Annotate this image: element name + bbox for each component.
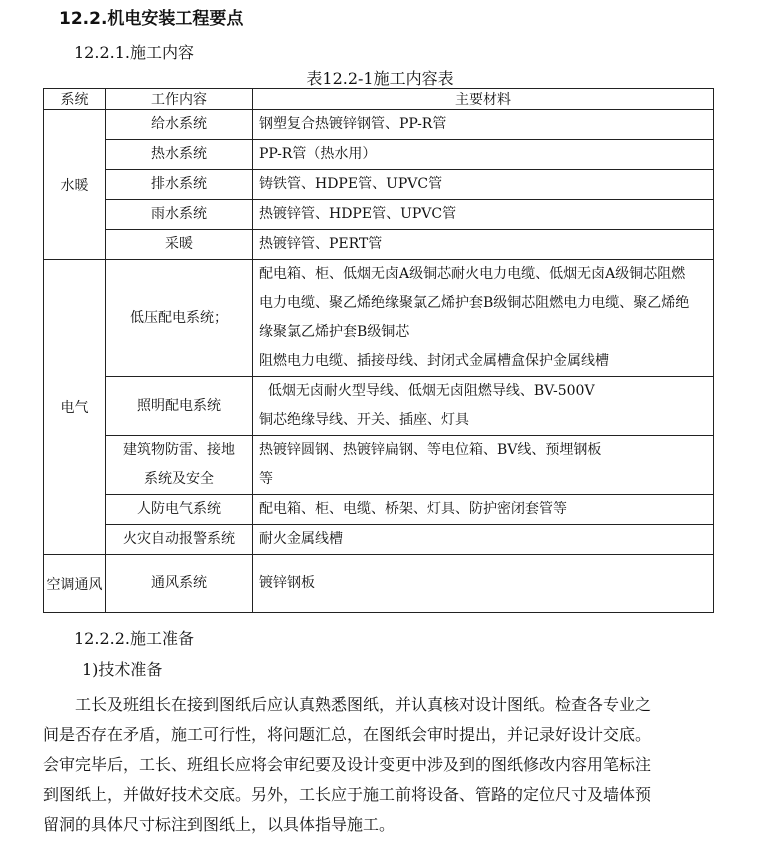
materials-text: 低烟无卤耐火型导线、低烟无卤阻燃导线、BV-500V [259,383,595,399]
materials-cell [253,200,714,230]
table-row [44,140,714,170]
work-content-cell [106,260,253,377]
table-row [44,436,714,495]
materials-text: 缘聚氯乙烯护套B级铜芯 [259,324,410,340]
table-row [44,377,714,436]
materials-text: 热镀锌管、HDPE管、UPVC管 [259,206,457,222]
work-content-text: 低压配电系统； [130,309,228,326]
materials-text: 阻燃电力电缆、插接母线、封闭式金属槽盒保护金属线槽 [259,353,609,369]
table-row [44,555,714,613]
table-row [44,525,714,555]
materials-text: 热镀锌管、PERT管 [259,236,383,252]
construction-content-table [43,88,714,613]
header-materials: 主要材料 [253,89,714,110]
work-content-cell [106,140,253,170]
work-content-cell [106,436,253,495]
materials-text: 镀锌钢板 [259,575,315,591]
body-paragraph [43,690,713,840]
section-heading: 12.2.机电安装工程要点 [59,9,244,29]
work-content-text: 热水系统 [151,146,207,162]
header-work: 工作内容 [106,89,253,110]
paragraph-line: 到图纸上，并做好技术交底。另外，工长应于施工前将设备、管路的定位尺寸及墙体预 [43,785,652,804]
work-content-cell [106,200,253,230]
work-content-text: 给水系统 [151,116,207,132]
subsection-heading-2: 12.2.2.施工准备 [74,629,194,648]
sub-item-heading: 1)技术准备 [82,660,163,679]
work-content-text: 雨水系统 [151,206,207,222]
materials-cell [253,230,714,260]
table-row [44,260,714,377]
work-content-cell [106,170,253,200]
work-content-text: 建筑物防雷、接地 [123,442,235,458]
table-row [44,200,714,230]
paragraph-line: 会审完毕后，工长、班组长应将会审纪要及设计变更中涉及到的图纸修改内容用笔标注 [43,755,652,774]
work-content-text: 火灾自动报警系统 [123,531,235,547]
paragraph-line: 工长及班组长在接到图纸后应认真熟悉图纸，并认真核对设计图纸。检查各专业之 [43,695,652,714]
materials-text: 铸铁管、HDPE管、UPVC管 [259,176,443,192]
materials-text: 电力电缆、聚乙烯绝缘聚氯乙烯护套B级铜芯阻燃电力电缆、聚乙烯绝 [259,295,690,311]
paragraph-line: 留洞的具体尺寸标注到图纸上，以具体指导施工。 [43,815,396,834]
materials-text: 热镀锌圆钢、热镀锌扁钢、等电位箱、BV线、预埋钢板 [259,442,602,458]
table-row [44,170,714,200]
table-row [44,230,714,260]
work-content-cell [106,495,253,525]
system-cell: 空调通风 [44,555,106,613]
work-content-text: 排水系统 [151,176,207,192]
materials-cell [253,260,714,377]
materials-cell [253,170,714,200]
work-content-text: 采暖 [165,236,193,252]
materials-cell [253,377,714,436]
materials-text: 配电箱、柜、低烟无卤A级铜芯耐火电力电缆、低烟无卤A级铜芯阻燃 [259,266,686,282]
work-content-text: 通风系统 [151,575,207,591]
materials-cell [253,110,714,140]
subsection-heading: 12.2.1.施工内容 [74,43,194,62]
materials-text: 配电箱、柜、电缆、桥架、灯具、防护密闭套管等 [259,501,567,517]
work-content-cell [106,110,253,140]
work-content-cell [106,377,253,436]
table-caption: 表12.2-1施工内容表 [306,69,454,88]
system-cell: 水暖 [44,110,106,260]
work-content-cell [106,555,253,613]
materials-text: PP-R管（热水用） [259,146,377,162]
materials-text: 钢塑复合热镀锌钢管、PP-R管 [259,116,447,132]
materials-text: 铜芯绝缘导线、开关、插座、灯具 [259,412,469,428]
table-row [44,495,714,525]
materials-cell [253,555,714,613]
header-system: 系统 [44,89,106,110]
work-content-text: 系统及安全 [144,471,214,487]
work-content-cell [106,230,253,260]
work-content-cell [106,525,253,555]
table-row [44,110,714,140]
work-content-text: 人防电气系统 [137,501,221,517]
materials-text: 等 [259,471,273,487]
materials-cell [253,140,714,170]
materials-cell [253,525,714,555]
materials-text: 耐火金属线槽 [259,531,343,547]
materials-cell [253,495,714,525]
table-header-row [44,89,714,110]
materials-cell [253,436,714,495]
system-cell: 电气 [44,260,106,555]
work-content-text: 照明配电系统 [137,397,221,414]
paragraph-line: 间是否存在矛盾，施工可行性，将问题汇总，在图纸会审时提出，并记录好设计交底。 [43,725,652,744]
